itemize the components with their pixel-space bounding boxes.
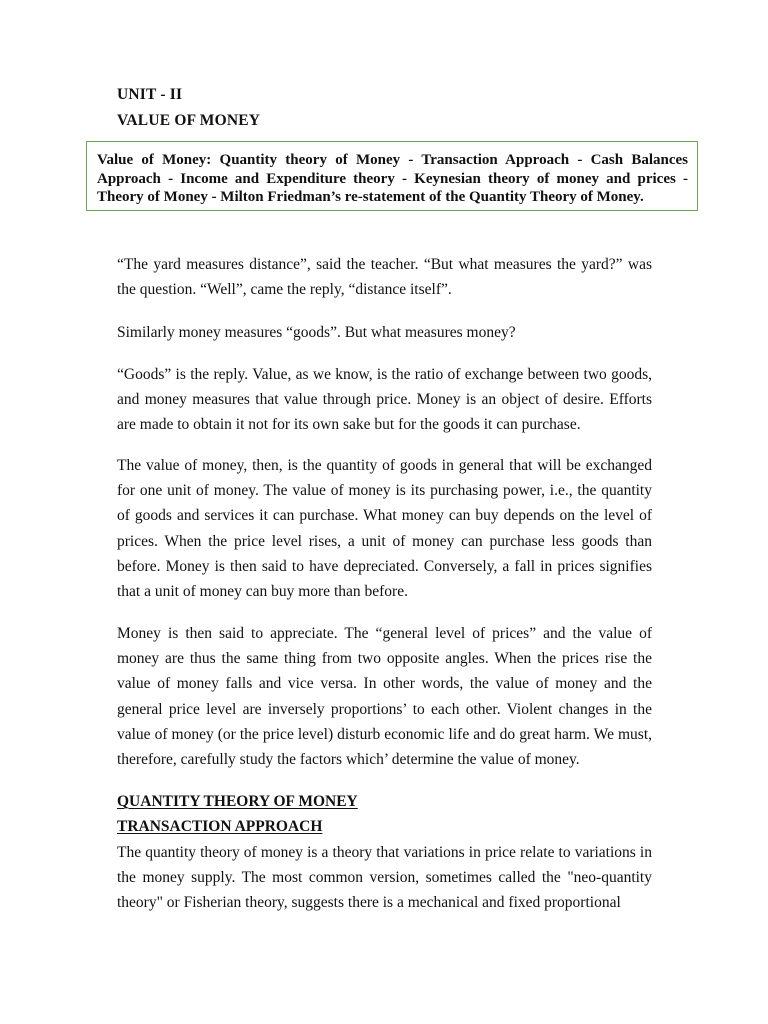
unit-title: VALUE OF MONEY bbox=[117, 112, 261, 129]
paragraph-value-of-money: The value of money, then, is the quantity of goods in general that will be exchanged for one unit of money. The value of money is its purchasing power, i.e., the quantity of goods and services it can purchase. What money can buy depends on the level of prices. When the price level rises, a unit of money can purchase less goods than before. Money is then said to have depreciated. Conversely, a fall in prices signifies that a unit of money can buy more than before. bbox=[117, 457, 652, 601]
heading-quantity-theory: QUANTITY THEORY OF MONEY bbox=[117, 793, 358, 810]
paragraph-appreciation: Money is then said to appreciate. The “general level of prices” and the value of money are thus the same thing from two opposite angles. When the prices rise the value of money falls and vice versa. In other words, the value of money and the general price level are inversely proportions’ to each other. Violent changes in the value of money (or the price level) disturb economic life and do great harm. We must, therefore, carefully study the factors which’ determine the value of money. bbox=[117, 625, 652, 769]
paragraph-quantity-theory-intro: The quantity theory of money is a theory that variations in price relate to variations in the money supply. The most common version, sometimes called the "neo-quantity theory" or Fisherian theory, suggests there is a mechanical and fixed proportional bbox=[117, 844, 652, 912]
paragraph-yard-analogy: “The yard measures distance”, said the teacher. “But what measures the yard?” was the question. “Well”, came the reply, “distance itself”. bbox=[117, 256, 652, 299]
syllabus-summary-text: Value of Money: Quantity theory of Money - Transaction Approach - Cash Balances Approach - Income and Expenditure theory - Keynesian theory of money and prices - Theory of Money - Milton Friedman’s re-statement of the Quantity Theory of Money. bbox=[97, 152, 688, 205]
paragraph-money-measures-goods: Similarly money measures “goods”. But what measures money? bbox=[117, 324, 516, 341]
heading-transaction-approach: TRANSACTION APPROACH bbox=[117, 818, 323, 835]
unit-label: UNIT - II bbox=[117, 86, 183, 103]
syllabus-summary-box bbox=[86, 141, 698, 211]
paragraph-goods-reply: “Goods” is the reply. Value, as we know, is the ratio of exchange between two goods, and money measures that value through price. Money is an object of desire. Efforts are made to obtain it not for its own sake but for the goods it can purchase. bbox=[117, 366, 652, 434]
